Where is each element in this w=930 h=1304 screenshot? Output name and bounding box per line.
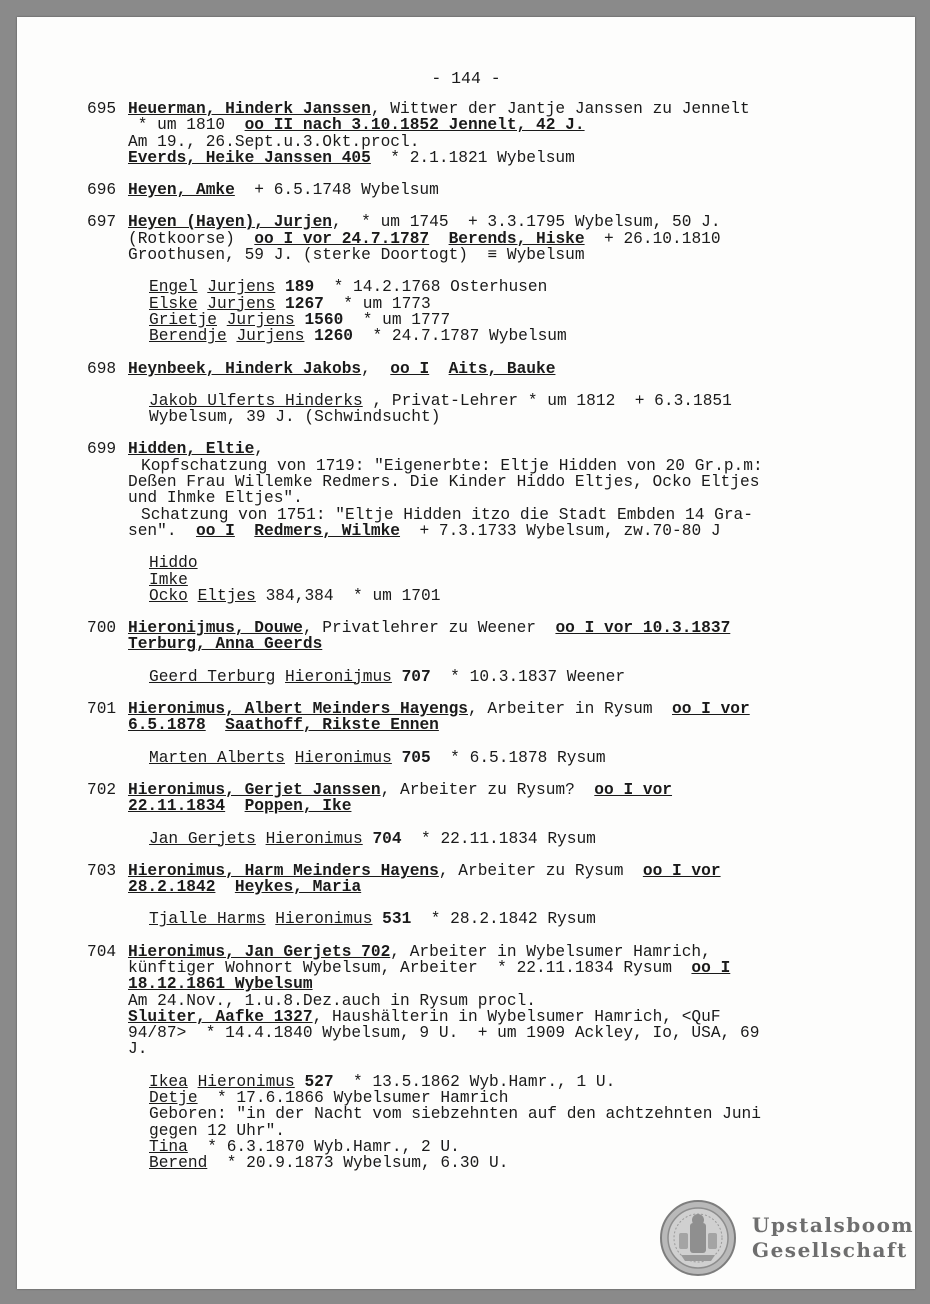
person-name: Heuerman, Hinderk Janssen: [128, 100, 371, 118]
person-details: künftiger Wohnort Wybelsum, Arbeiter * 22.11.1834 Rysum: [128, 958, 692, 977]
spouse-name: Redmers, Wilmke: [254, 521, 401, 540]
person-name: Hieronijmus, Douwe: [128, 619, 303, 638]
entry-number: 696: [87, 181, 117, 200]
entry-number: 695: [87, 100, 117, 118]
child-entry: Tjalle Harms Hieronimus 531 * 28.2.1842 Rysum: [149, 910, 596, 929]
genealogy-list: [87, 101, 887, 1188]
entry-number: 700: [87, 619, 117, 638]
person-name: Hieronimus, Jan Gerjets 702: [128, 942, 391, 961]
spouse-details: + 7.3.1733 Wybelsum, zw.70-80 J: [400, 521, 721, 540]
marriage-info: oo I: [390, 359, 430, 378]
person-details: , Wittwer der Jantje Janssen zu Jennelt: [370, 100, 750, 118]
spouse-details: * 2.1.1821 Wybelsum: [370, 148, 575, 167]
marriage-info: oo I vor: [672, 700, 750, 719]
entry-696: [87, 182, 887, 198]
entry-698: 698 Heynbeek, Hinderk Jakobs, oo I Aits, Bauke Jakob Ulferts Hinderks , Privat-Lehrer * um 1812 + 6.3.1851 Wybelsum, 39 J. (Schwindsucht): [87, 361, 887, 426]
spouse-name: Poppen, Ike: [244, 797, 352, 816]
marriage-info: oo I vor 24.7.1787: [254, 229, 430, 248]
person-details: (Rotkoorse): [128, 229, 255, 248]
tax-record-note: und Ihmke Eltjes".: [128, 489, 303, 508]
entry-695: [87, 101, 887, 166]
entry-700: 700 Hieronijmus, Douwe, Privatlehrer zu Weener oo I vor 10.3.1837 Terburg, Anna Geerds Geerd Terburg Hieronijmus 707 * 10.3.1837 Weener: [87, 620, 887, 685]
entry-704: 704 Hieronimus, Jan Gerjets 702, Arbeiter in Wybelsumer Hamrich, künftiger Wohnort Wybelsum, Arbeiter * 22.11.1834 Rysum oo I 18.12.1861 Wybelsum Am 24.Nov., 1.u.8.Dez.auch in Rysum procl. Sluiter, Aafke 1327, Haushälterin in Wybelsumer Hamrich, <QuF 94/87> * 14.4.1840 Wybelsum, 9 U. + um 1909 Ackley, Io, USA, 69 J. Ikea Hieronimus 527 * 13.5.1862 Wyb.Hamr., 1 U. Detje * 17.6.1866 Wybelsumer Hamrich Geboren: "in der Nacht vom siebzehnten auf den achtzehnten Juni gegen 12 Uhr". Tina * 6.3.1870 Wyb.Hamr., 2 U. Berend * 20.9.1873 Wybelsum, 6.30 U.: [87, 944, 887, 1172]
entry-number: 702: [87, 780, 117, 799]
child-entry: Ocko Eltjes 384,384 * um 1701: [149, 586, 441, 605]
child-entry: Elske Jurjens 1267 * um 1773: [149, 294, 431, 313]
child-note: gegen 12 Uhr".: [149, 1121, 285, 1140]
spouse-name: Saathoff, Rikste Ennen: [225, 716, 439, 735]
person-name: Hieronimus, Albert Meinders Hayengs: [128, 700, 468, 719]
society-name-line2: Gesellschaft: [752, 1238, 908, 1262]
person-details: , * um 1745 + 3.3.1795 Wybelsum, 50 J.: [332, 213, 721, 232]
society-stamp: [659, 1199, 915, 1279]
spouse-details: 94/87> * 14.4.1840 Wybelsum, 9 U. + um 1909 Ackley, Io, USA, 69: [128, 1024, 760, 1043]
society-seal-icon: [659, 1199, 737, 1277]
child-entry: Berendje Jurjens 1260 * 24.7.1787 Wybelsum: [149, 327, 567, 346]
marriage-info: oo I: [196, 521, 235, 540]
marriage-date: 22.11.1834: [128, 797, 226, 816]
child-entry: Marten Alberts Hieronimus 705 * 6.5.1878 Rysum: [149, 748, 606, 767]
child-entry: Detje * 17.6.1866 Wybelsumer Hamrich: [149, 1089, 509, 1108]
child-entry: Ikea Hieronimus 527 * 13.5.1862 Wyb.Hamr., 1 U.: [149, 1072, 616, 1091]
society-name: [752, 1213, 914, 1263]
society-name-line1: Upstalsboom: [752, 1213, 915, 1237]
marriage-info: oo I: [691, 958, 731, 977]
spouse-name: Berends, Hiske: [448, 229, 585, 248]
marriage-info: oo I vor: [642, 861, 721, 880]
entry-697: [87, 214, 887, 344]
child-entry: Grietje Jurjens 1560 * um 1777: [149, 310, 451, 329]
person-name: Heynbeek, Hinderk Jakobs: [128, 359, 362, 378]
marriage-date: 28.2.1842: [128, 878, 216, 897]
entry-number: 703: [87, 861, 117, 880]
person-name: Hidden, Eltie: [128, 440, 255, 459]
child-entry: Tina * 6.3.1870 Wyb.Hamr., 2 U.: [149, 1137, 460, 1156]
entry-number: 697: [87, 213, 117, 232]
child-entry: Jan Gerjets Hieronimus 704 * 22.11.1834 Rysum: [149, 829, 596, 848]
entry-number: 699: [87, 440, 117, 459]
document-page: [17, 17, 915, 1289]
tax-record-note: Kopfschatzung von 1719: "Eigenerbte: Eltje Hidden von 20 Gr.p.m:: [141, 456, 763, 475]
marriage-info: oo I vor: [594, 780, 673, 799]
person-name: Hieronimus, Harm Meinders Hayens: [128, 861, 439, 880]
page-number: - 144 -: [431, 69, 501, 88]
person-name: Heyen, Amke: [128, 181, 235, 200]
person-details: Groothusen, 59 J. (sterke Doortogt) ≡ Wybelsum: [128, 246, 585, 265]
spouse-name: Heykes, Maria: [234, 878, 362, 897]
entry-703: 703 Hieronimus, Harm Meinders Hayens, Arbeiter zu Rysum oo I vor 28.2.1842 Heykes, Maria Tjalle Harms Hieronimus 531 * 28.2.1842 Rysum: [87, 863, 887, 928]
entry-699: 699 Hidden, Eltie, Kopfschatzung von 1719: "Eigenerbte: Eltje Hidden von 20 Gr.p.m: Deßen Frau Willemke Redmers. Die Kinder Hiddo Eltjes, Ocko Eltjes und Ihmke Eltjes". Schatzung von 1751: "Eltje Hidden itzo die Stadt Embden 14 Gra- sen". oo I Redmers, Wilmke + 7.3.1733 Wybelsum, zw.70-80 J Hiddo Imke Ocko Eltjes 384,384 * um 1701: [87, 441, 887, 604]
child-entry: Engel Jurjens 189 * 14.2.1768 Osterhusen: [149, 278, 548, 297]
entry-number: 698: [87, 359, 117, 378]
birth-info: * um 1810: [128, 116, 245, 135]
child-entry: Geerd Terburg Hieronijmus 707 * 10.3.1837 Weener: [149, 667, 626, 686]
tax-record-note: Schatzung von 1751: "Eltje Hidden itzo die Stadt Embden 14 Gra-: [141, 505, 753, 524]
entry-number: 704: [87, 942, 117, 961]
spouse-details: + 26.10.1810: [584, 229, 721, 248]
proclamation-note: Am 19., 26.Sept.u.3.Okt.procl.: [128, 132, 420, 151]
person-details: + 6.5.1748 Wybelsum: [234, 181, 439, 200]
marriage-info: oo I vor 10.3.1837: [555, 619, 731, 638]
spouse-details: , Haushälterin in Wybelsumer Hamrich, <QuF: [312, 1007, 721, 1026]
tax-record-note: Deßen Frau Willemke Redmers. Die Kinder Hiddo Eltjes, Ocko Eltjes: [128, 473, 760, 492]
child-entry: Imke: [149, 570, 188, 589]
marriage-date: 6.5.1878: [128, 716, 206, 735]
entry-702: 702 Hieronimus, Gerjet Janssen, Arbeiter zu Rysum? oo I vor 22.11.1834 Poppen, Ike Jan Gerjets Hieronimus 704 * 22.11.1834 Rysum: [87, 782, 887, 847]
spouse-details: J.: [128, 1040, 148, 1059]
child-entry: Hiddo: [149, 554, 198, 573]
child-details: Wybelsum, 39 J. (Schwindsucht): [149, 408, 441, 427]
marriage-date: 18.12.1861 Wybelsum: [128, 975, 313, 994]
proclamation-note: Am 24.Nov., 1.u.8.Dez.auch in Rysum procl.: [128, 991, 536, 1010]
person-name: Heyen (Hayen), Jurjen: [128, 213, 332, 232]
entry-701: 701 Hieronimus, Albert Meinders Hayengs, Arbeiter in Rysum oo I vor 6.5.1878 Saathoff, Rikste Ennen Marten Alberts Hieronimus 705 * 6.5.1878 Rysum: [87, 701, 887, 766]
entry-number: 701: [87, 700, 117, 719]
spouse-name: Sluiter, Aafke 1327: [128, 1007, 313, 1026]
marriage-info: oo II nach 3.10.1852 Jennelt, 42 J.: [244, 116, 585, 135]
person-name: Hieronimus, Gerjet Janssen: [128, 780, 381, 799]
spouse-name: Aits, Bauke: [448, 359, 556, 378]
spouse-name: Terburg, Anna Geerds: [128, 635, 323, 654]
child-entry: Jakob Ulferts Hinderks , Privat-Lehrer * um 1812 + 6.3.1851: [149, 391, 732, 410]
child-note: Geboren: "in der Nacht vom siebzehnten auf den achtzehnten Juni: [149, 1105, 761, 1124]
spouse-name: Everds, Heike Janssen 405: [128, 148, 371, 167]
child-entry: Berend * 20.9.1873 Wybelsum, 6.30 U.: [149, 1154, 509, 1173]
